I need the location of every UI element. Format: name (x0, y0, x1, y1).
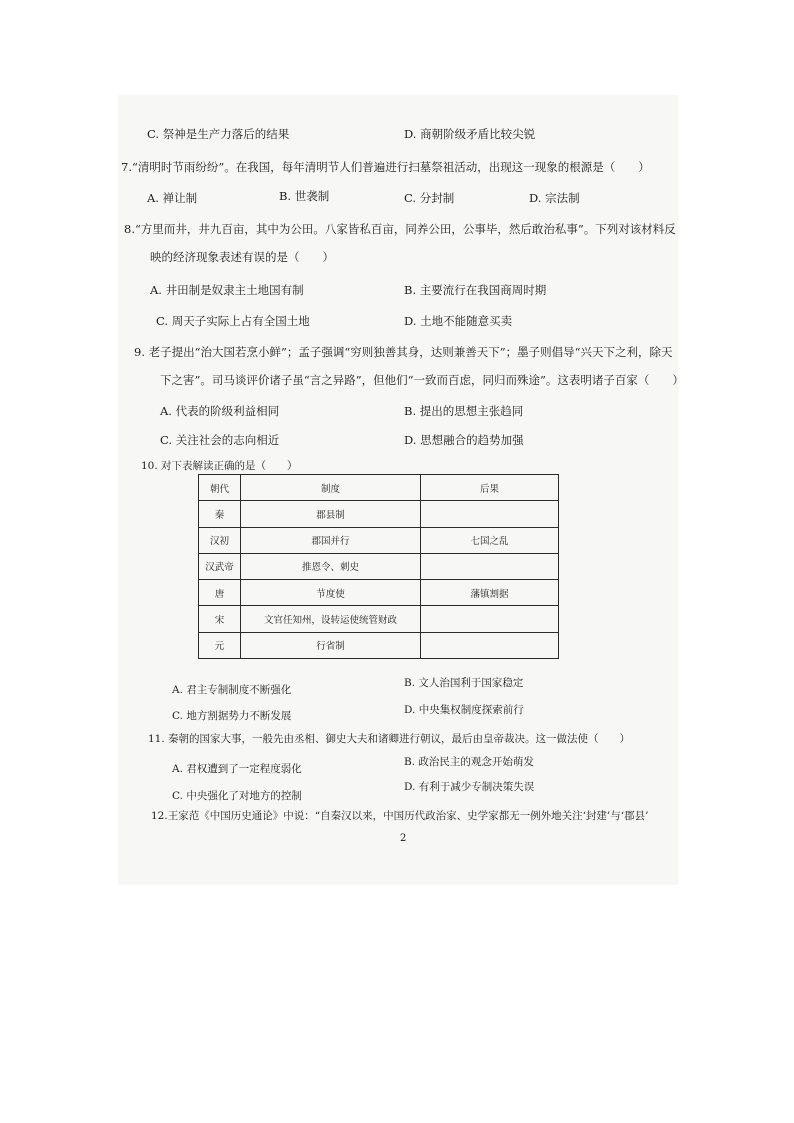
q9-option-c: C. 关注社会的志向相近 (160, 433, 280, 447)
q11-option-a: A. 君权遭到了一定程度弱化 (172, 763, 302, 775)
table-cell: 节度使 (241, 580, 421, 606)
table-cell: 郡国并行 (241, 527, 421, 553)
q8-option-d: D. 土地不能随意买卖 (404, 314, 513, 328)
page-number: 2 (400, 833, 407, 844)
table-cell: 元 (199, 632, 241, 658)
policy-table (198, 474, 559, 659)
q7-option-a: A. 禅让制 (147, 191, 198, 205)
table-cell (421, 632, 559, 658)
q10-option-c: C. 地方割据势力不断发展 (172, 710, 292, 722)
q6-option-d: D. 商朝阶级矛盾比较尖锐 (404, 127, 536, 141)
table-header-row (199, 475, 559, 501)
table-cell: 宋 (199, 606, 241, 632)
table-header-cell: 朝代 (199, 475, 241, 501)
table-cell (421, 553, 559, 579)
table-row (199, 501, 559, 527)
table-cell: 唐 (199, 580, 241, 606)
q11-option-d: D. 有利于减少专制决策失误 (404, 781, 535, 793)
q9-stem-line1: 9. 老子提出“治大国若烹小鲜”；孟子强调“穷则独善其身，达则兼善天下”；墨子则倡导“兴天下之利，除天 (134, 345, 673, 359)
table-cell: 汉初 (199, 527, 241, 553)
table-row (199, 632, 559, 658)
q11-option-c: C. 中央强化了对地方的控制 (172, 790, 302, 802)
q9-option-d: D. 思想融合的趋势加强 (404, 433, 524, 447)
q10-stem: 10. 对下表解读正确的是（ ） (141, 460, 298, 472)
q11-stem: 11. 秦朝的国家大事，一般先由丞相、御史大夫和诸卿进行朝议，最后由皇帝裁决。这一做法使（ ） (148, 733, 631, 745)
q10-option-a: A. 君主专制制度不断强化 (172, 684, 292, 696)
q7-option-b: B. 世袭制 (279, 189, 330, 203)
q10-option-d: D. 中央集权制度探索前行 (404, 704, 524, 716)
table-cell: 汉武帝 (199, 553, 241, 579)
table-row (199, 527, 559, 553)
q9-option-b: B. 提出的思想主张趋同 (404, 404, 524, 418)
q9-option-a: A. 代表的阶级利益相同 (160, 404, 280, 418)
table-cell (421, 501, 559, 527)
table-cell: 七国之乱 (421, 527, 559, 553)
table-cell (421, 606, 559, 632)
table-row (199, 580, 559, 606)
table-cell: 秦 (199, 501, 241, 527)
q8-option-a: A. 井田制是奴隶主土地国有制 (150, 283, 304, 297)
q12-stem: 12.王家范《中国历史通论》中说：“自秦汉以来，中国历代政治家、史学家都无一例外地关注‘封建’与‘郡县’ (151, 810, 649, 822)
table-cell: 行省制 (241, 632, 421, 658)
table-cell: 郡县制 (241, 501, 421, 527)
q8-stem-line1: 8.“方里而井，井九百亩，其中为公田。八家皆私百亩，同养公田，公事毕，然后敢治私事”。下列对该材料反 (124, 222, 676, 236)
table-row (199, 606, 559, 632)
q6-option-c: C. 祭神是生产力落后的结果 (147, 127, 290, 141)
q7-option-c: C. 分封制 (404, 191, 455, 205)
q10-option-b: B. 文人治国利于国家稳定 (404, 677, 524, 689)
q7-stem: 7.“清明时节雨纷纷”。在我国，每年清明节人们普遍进行扫墓祭祖活动，出现这一现象的根源是（ ） (121, 160, 650, 174)
table-header-cell: 制度 (241, 475, 421, 501)
table-row (199, 553, 559, 579)
q8-option-b: B. 主要流行在我国商周时期 (404, 283, 547, 297)
q9-stem-line2: 下之害”。司马谈评价诸子虽“言之异路”，但他们“一致而百虑，同归而殊途”。这表明诸子百家（ ） (160, 373, 684, 387)
table-cell: 藩镇割据 (421, 580, 559, 606)
q11-option-b: B. 政治民主的观念开始萌发 (404, 756, 534, 768)
table-cell: 文官任知州，设转运使统管财政 (241, 606, 421, 632)
table-cell: 推恩令、刺史 (241, 553, 421, 579)
q7-option-d: D. 宗法制 (529, 191, 580, 205)
q8-stem-line2: 映的经济现象表述有误的是（ ） (150, 250, 334, 264)
q8-option-c: C. 周天子实际上占有全国土地 (156, 314, 310, 328)
table-header-cell: 后果 (421, 475, 559, 501)
